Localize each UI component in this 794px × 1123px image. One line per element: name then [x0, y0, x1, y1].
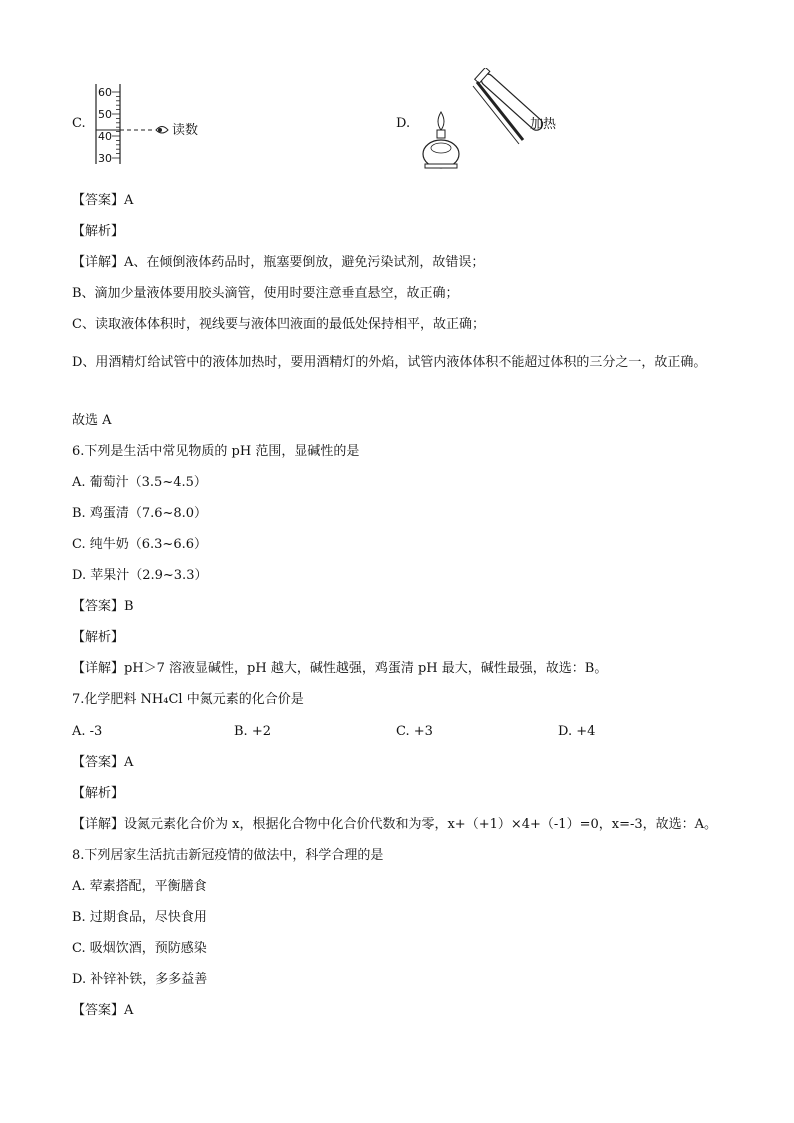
question-6-stem: 6.下列是生活中常见物质的 pH 范围，显碱性的是 [72, 444, 360, 459]
analysis-heading: 【解析】 [72, 786, 125, 801]
question-8-option-d: D. 补锌补铁，多多益善 [72, 972, 208, 987]
eye-icon [156, 127, 168, 134]
explanation-line: D、用酒精灯给试管中的液体加热时，要用酒精灯的外焰，试管内液体体积不能超过体积的三分之一，故正确。 [72, 355, 707, 370]
answer-line: 【答案】B [72, 599, 134, 614]
question-6-option-d: D. 苹果汁（2.9~3.3） [72, 568, 208, 583]
analysis-heading: 【解析】 [72, 224, 125, 239]
heating-label: 加热 [530, 117, 557, 132]
question-7-option-d: D. +4 [558, 724, 596, 739]
answer-line: 【答案】A [72, 755, 134, 770]
analysis-heading: 【解析】 [72, 630, 125, 645]
answer-line: 【答案】A [72, 193, 134, 208]
figure-d-label: D. [396, 116, 411, 131]
explanation-line: 【详解】A、在倾倒液体药品时，瓶塞要倒放，避免污染试剂，故错误； [72, 255, 485, 270]
tick-label: 60 [98, 86, 112, 99]
question-7-option-b: B. +2 [234, 724, 271, 739]
answer-line: 【答案】A [72, 1003, 134, 1018]
graduated-cylinder-figure [90, 80, 230, 168]
question-8-stem: 8.下列居家生活抗击新冠疫情的做法中，科学合理的是 [72, 848, 384, 863]
question-7-option-a: A. -3 [72, 724, 103, 739]
tick-label: 50 [98, 108, 112, 121]
explanation-line: 【详解】设氮元素化合价为 x，根据化合物中化合价代数和为零，x+（+1）×4+（-1）=0，x=-3，故选：A。 [72, 817, 718, 832]
reading-label: 读数 [172, 123, 199, 138]
question-8-option-c: C. 吸烟饮酒，预防感染 [72, 941, 207, 956]
question-6-option-b: B. 鸡蛋清（7.6~8.0） [72, 506, 208, 521]
question-8-option-a: A. 荤素搭配，平衡膳食 [72, 879, 207, 894]
explanation-line: B、滴加少量液体要用胶头滴管，使用时要注意垂直悬空，故正确； [72, 286, 459, 301]
tick-label: 40 [98, 130, 112, 143]
test-tube-heating-figure [415, 68, 585, 183]
question-6-option-a: A. 葡萄汁（3.5~4.5） [72, 475, 207, 490]
explanation-line: C、读取液体体积时，视线要与液体凹液面的最低处保持相平，故正确； [72, 317, 485, 332]
question-7-stem: 7.化学肥料 NH₄Cl 中氮元素的化合价是 [72, 692, 304, 707]
figure-c-label: C. [72, 116, 86, 131]
question-6-option-c: C. 纯牛奶（6.3~6.6） [72, 537, 207, 552]
explanation-line: 【详解】pH＞7 溶液显碱性，pH 越大，碱性越强，鸡蛋清 pH 最大，碱性最强，故选：B。 [72, 661, 608, 676]
question-8-option-b: B. 过期食品，尽快食用 [72, 910, 207, 925]
question-7-option-c: C. +3 [396, 724, 433, 739]
conclusion-line: 故选 A [72, 413, 112, 428]
tick-label: 30 [98, 152, 112, 165]
